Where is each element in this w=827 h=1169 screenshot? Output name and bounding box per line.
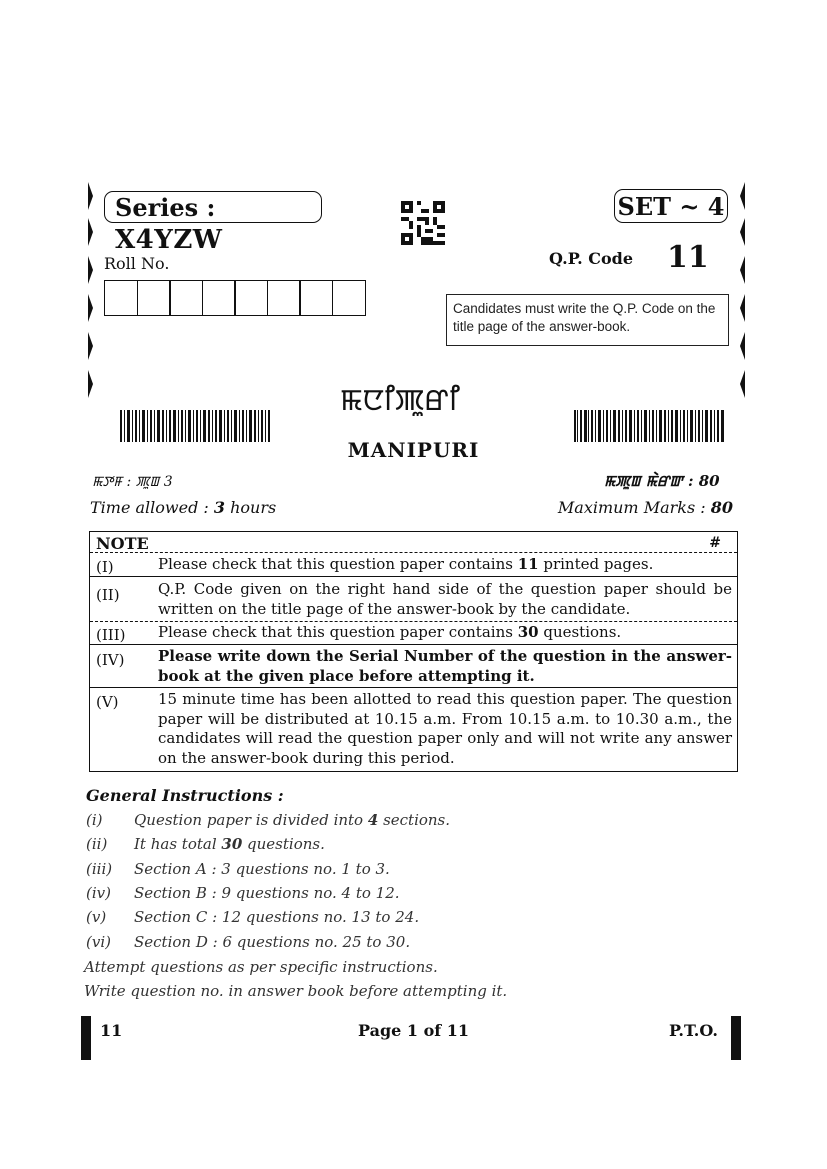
instruction-bold: 30	[221, 835, 243, 853]
note-number: (II)	[96, 586, 120, 604]
time-allowed-value: 3	[213, 498, 226, 517]
note-number: (IV)	[96, 651, 125, 669]
instruction-number: (v)	[86, 908, 107, 926]
time-allowed	[90, 498, 276, 517]
instruction-number: (iii)	[86, 860, 113, 878]
max-marks-label: Maximum Marks :	[557, 498, 711, 517]
left-edge-marks	[86, 182, 94, 414]
note-number: (III)	[96, 626, 126, 644]
qp-code-value: 11	[667, 240, 709, 275]
maximum-marks	[558, 498, 733, 517]
instruction-item	[86, 933, 410, 951]
note-text-bold: 30	[517, 623, 539, 641]
roll-digit-box[interactable]	[202, 280, 236, 316]
roll-digit-box[interactable]	[234, 280, 268, 316]
roll-no-label: Roll No.	[104, 254, 170, 273]
note-header	[90, 532, 737, 552]
set-box: SET ~ 4	[614, 189, 728, 223]
roll-digit-box[interactable]	[104, 280, 138, 316]
series-box	[104, 191, 322, 255]
general-instructions-title: General Instructions :	[86, 786, 284, 805]
instruction-text-post: sections.	[378, 811, 451, 829]
instruction-line: Attempt questions as per specific instructions.	[84, 958, 438, 976]
note-text: Q.P. Code given on the right hand side of the question paper should be written on the title page of the answer-book by the candidate.	[158, 580, 732, 618]
instruction-text: It has total	[134, 835, 222, 853]
note-row	[90, 621, 737, 644]
note-number: (I)	[96, 558, 114, 576]
instruction-text: Section B : 9 questions no. 4 to 12.	[134, 884, 400, 902]
note-hash: #	[709, 535, 721, 551]
note-title: NOTE	[96, 534, 149, 553]
instruction-number: (iv)	[86, 884, 111, 902]
series-label: Series :	[115, 193, 216, 222]
note-text-bold: 11	[517, 555, 539, 573]
instruction-text: Section D : 6 questions no. 25 to 30.	[134, 933, 411, 951]
roll-digit-box[interactable]	[169, 280, 203, 316]
instruction-bold: 4	[367, 811, 379, 829]
roll-no-boxes	[104, 280, 366, 316]
roll-digit-box[interactable]	[267, 280, 301, 316]
instruction-item	[86, 811, 450, 829]
max-marks-value: 80	[710, 498, 733, 517]
roll-digit-box[interactable]	[332, 280, 366, 316]
instruction-item	[86, 884, 400, 902]
instruction-item	[86, 835, 325, 853]
candidate-instruction: Candidates must write the Q.P. Code on the title page of the answer-book.	[446, 294, 729, 346]
max-marks-manipuri: ꯃꯄꯨꯡ ꯃꯥꯔꯛ : 80	[604, 472, 720, 490]
instruction-number: (vi)	[86, 933, 111, 951]
note-number: (V)	[96, 693, 119, 711]
time-allowed-manipuri: ꯃꯇꯝ : ꯄꯨꯡ 3	[92, 474, 173, 490]
pto-label: P.T.O.	[669, 1021, 718, 1040]
roll-digit-box[interactable]	[299, 280, 333, 316]
instruction-text: Section A : 3 questions no. 1 to 3.	[134, 860, 390, 878]
note-text: 15 minute time has been allotted to read this question paper. The question paper will be distributed at 10.15 a.m. From 10.15 a.m. to 10.30 a.m., the candidates will read the question paper only and will not write any answer on the answer-book during this period.	[158, 690, 732, 767]
note-row	[90, 644, 737, 687]
note-text-pre: Please check that this question paper contains	[158, 555, 518, 573]
instruction-line: Write question no. in answer book before attempting it.	[84, 982, 508, 1000]
qr-code-icon	[401, 201, 445, 245]
note-text-post: printed pages.	[538, 555, 654, 573]
script-title: ꯃꯅꯤꯄꯨꯔꯤ	[340, 383, 460, 418]
note-text	[158, 555, 732, 575]
instruction-text: Section C : 12 questions no. 13 to 24.	[134, 908, 420, 926]
footer-qp-code: 11	[100, 1021, 123, 1040]
roll-digit-box[interactable]	[137, 280, 171, 316]
note-text: Please write down the Serial Number of the question in the answer-book at the given place before attempting it.	[158, 647, 732, 685]
instruction-number: (ii)	[86, 835, 108, 853]
instruction-text-post: questions.	[242, 835, 325, 853]
instruction-item	[86, 908, 419, 926]
time-allowed-label: Time allowed :	[90, 498, 214, 517]
time-allowed-unit: hours	[225, 498, 277, 517]
note-row	[90, 576, 737, 621]
note-table	[89, 531, 738, 772]
note-text-pre: Please check that this question paper contains	[158, 623, 518, 641]
note-text	[158, 623, 732, 643]
instruction-item	[86, 860, 390, 878]
series-value: X4YZW	[115, 225, 223, 255]
note-text-post: questions.	[538, 623, 622, 641]
note-row	[90, 687, 737, 771]
subject-title: MANIPURI	[347, 438, 480, 462]
page-number: Page 1 of 11	[358, 1021, 469, 1040]
qp-code-label: Q.P. Code	[549, 249, 634, 268]
note-row	[90, 552, 737, 576]
instruction-text: Question paper is divided into	[134, 811, 368, 829]
instruction-number: (i)	[86, 811, 103, 829]
right-edge-marks	[739, 182, 747, 414]
